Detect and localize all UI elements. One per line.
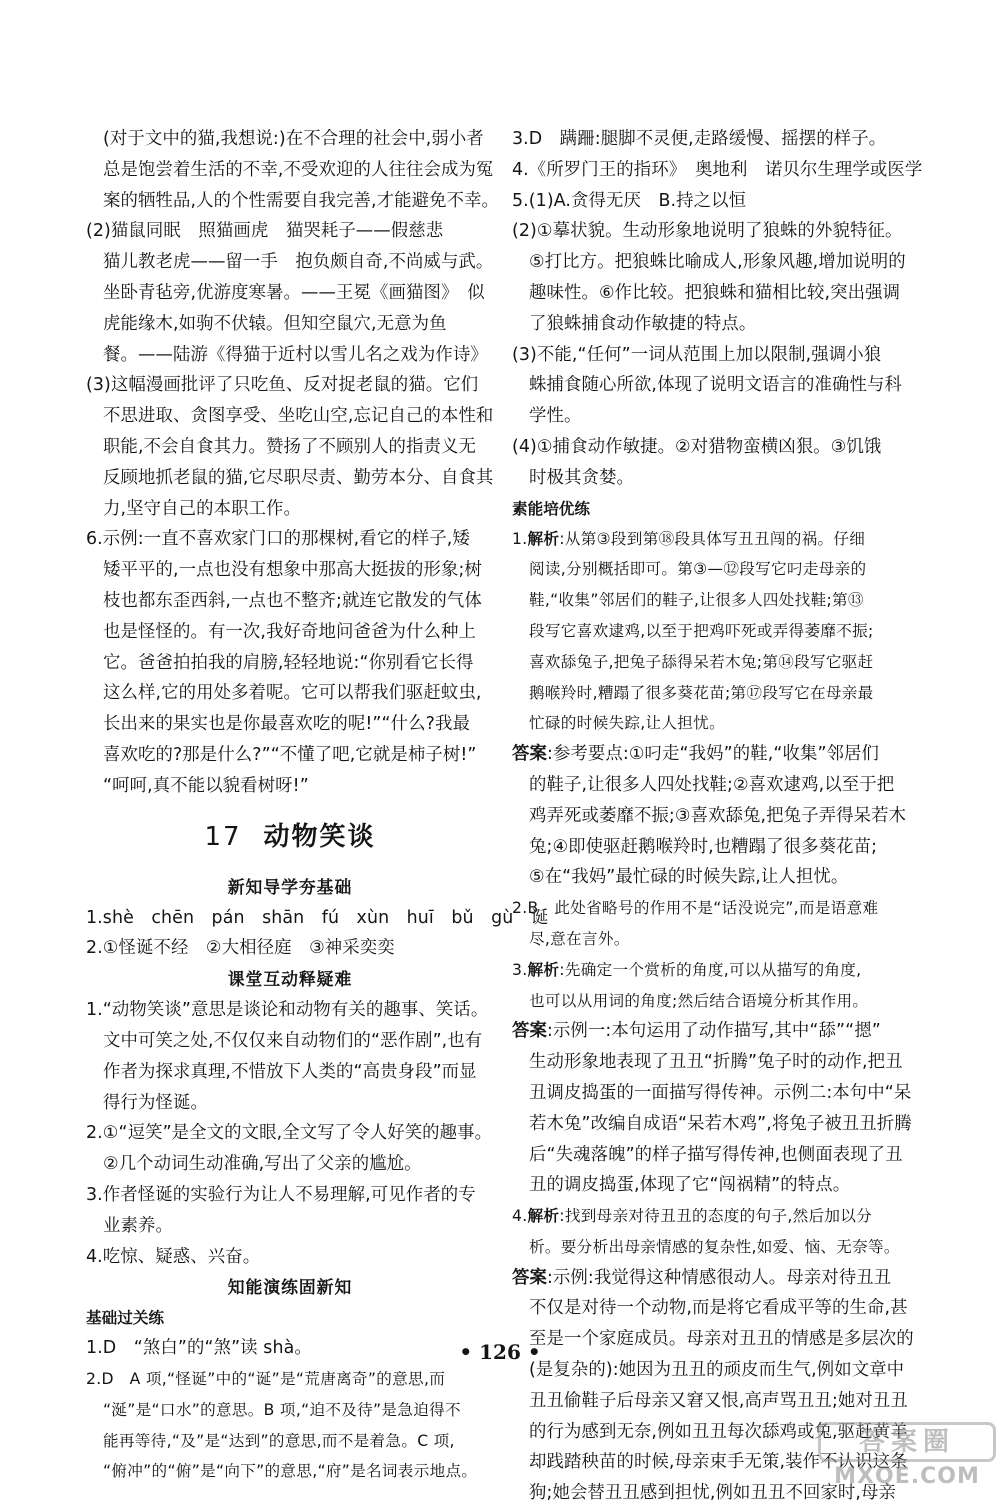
text-line: 1.解析:从第③段到第⑱段具体写丑丑闯的祸。仔细	[512, 529, 866, 548]
text-line: 2.①“逗笑”是全文的文眼,全文写了令人好笑的趣事。	[86, 1123, 493, 1144]
text-line: (2)①摹状貌。生动形象地说明了狼蛛的外貌特征。	[512, 221, 903, 242]
section-heading-1: 新知导学夯基础	[227, 876, 353, 897]
text-line: 丑丑偷鞋子后母亲又窘又恨,高声骂丑丑;她对丑丑	[529, 1390, 908, 1411]
text-line: 蛛捕食随心所欲,体现了说明文语言的准确性与科	[529, 375, 902, 396]
text-line: 5.(1)A.贪得无厌 B.持之以恒	[512, 190, 747, 211]
chapter-heading	[86, 802, 494, 872]
answer-tag: 答案	[512, 1267, 547, 1288]
text-line: 6.示例:一直不喜欢家门口的那棵树,看它的样子,矮	[86, 529, 470, 550]
text-line: 却践踏秧苗的时候,母亲束手无策,装作不认识这条	[529, 1452, 908, 1473]
text-line: 总是饱尝着生活的不幸,不受欢迎的人往往会成为冤	[103, 159, 494, 180]
text-line: 1.shè chēn pán shān fú xùn huī bǔ gù 诞	[86, 907, 549, 928]
text-line: 得行为怪诞。	[103, 1092, 208, 1113]
text-line: 2.D A 项,“怪诞”中的“诞”是“荒唐离奇”的意思,而	[86, 1370, 446, 1389]
text-line: 答案:示例一:本句运用了动作描写,其中“舔”“摁”	[512, 1021, 881, 1042]
text-line: “涎”是“口水”的意思。B 项,“迫不及待”是急迫得不	[103, 1400, 461, 1419]
section-2-block	[86, 995, 494, 1272]
section-heading-3: 知能演练固新知	[227, 1277, 353, 1298]
text-line: (2)猫鼠同眠 照猫画虎 猫哭耗子——假慈悲	[86, 221, 444, 242]
text-line: 喜欢舔兔子,把兔子舔得呆若木兔;第⑭段写它驱赶	[529, 652, 874, 671]
left-top-block	[86, 124, 500, 802]
chapter-title: 动物笑谈	[263, 821, 376, 852]
text-line: 也可以从用词的角度;然后结合语境分析其作用。	[529, 991, 869, 1010]
section-heading-2: 课堂互动释疑难	[227, 969, 353, 990]
text-line: 4.解析:找到母亲对待丑丑的态度的句子,然后加以分	[512, 1207, 873, 1226]
chapter-number: 17	[204, 821, 242, 852]
text-line: 丑调皮捣蛋的一面描写得传神。示例二:本句中“呆	[529, 1082, 912, 1103]
text-line: 职能,不会自食其力。赞扬了不顾别人的指责义无	[103, 436, 476, 457]
text-line: 忙碌的时候失踪,让人担忧。	[529, 714, 725, 733]
text-line: 力,坚守自己的本职工作。	[103, 498, 302, 519]
text-line: 餐。——陆游《得猫于近村以雪儿名之戏为作诗》	[103, 344, 488, 365]
text-line: 长出来的果实也是你最喜欢吃的呢!”“什么?我最	[103, 714, 470, 735]
watermark-text-top: 答案圈	[818, 1422, 996, 1462]
text-line: 至是一个家庭成员。母亲对丑丑的情感是多层次的	[529, 1329, 914, 1350]
subsection-heading-advanced: 素能培优练	[512, 499, 590, 518]
text-line: ⑤在“我妈”最忙碌的时候失踪,让人担忧。	[529, 867, 849, 888]
text-line: 学性。	[529, 406, 582, 427]
answer-tag: 解析	[527, 1207, 560, 1226]
page-number: • 126 •	[459, 1340, 541, 1364]
text-line: 阅读,分别概括即可。第③—⑫段写它叼走母亲的	[529, 560, 867, 579]
text-line: 趣味性。⑥作比较。把狼蛛和猫相比较,突出强调	[529, 282, 901, 303]
text-line: 3.解析:先确定一个赏析的角度,可以从描写的角度,	[512, 960, 862, 979]
text-line: 作者为探求真理,不惜放下人类的“高贵身段”而显	[103, 1061, 477, 1082]
text-line: 3.D 蹒跚:腿脚不灵便,走路缓慢、摇摆的样子。	[512, 129, 887, 149]
text-line: (3)这幅漫画批评了只吃鱼、反对捉老鼠的猫。它们	[86, 375, 479, 396]
text-line: “俯冲”的“俯”是“向下”的意思,“府”是名词表示地点。	[103, 1462, 478, 1481]
text-line: 了狼蛛捕食动作敏捷的特点。	[529, 313, 757, 334]
text-line: 的鞋子,让很多人四处找鞋;②喜欢逮鸡,以至于把	[529, 774, 895, 795]
text-line: “呵呵,真不能以貌看树呀!”	[103, 775, 309, 796]
text-line: (3)不能,“任何”一词从范围上加以限制,强调小狼	[512, 344, 882, 365]
text-line: 兔;④即使驱赶鹅喉羚时,也糟蹋了很多葵花苗;	[529, 836, 878, 857]
text-line: 它。爸爸拍拍我的肩膀,轻轻地说:“你别看它长得	[103, 652, 474, 673]
text-line: 业素养。	[103, 1215, 173, 1236]
text-line: 后“失魂落魄”的样子描写得传神,也侧面表现了丑	[529, 1144, 903, 1165]
text-line: 虎能缘木,如驹不伏辕。但知空鼠穴,无意为鱼	[103, 313, 447, 334]
text-line: 枝也都东歪西斜,一点也不整齐;就连它散发的气体	[103, 590, 482, 611]
text-line: (是复杂的):她因为丑丑的顽皮而生气,例如文章中	[529, 1360, 905, 1381]
text-line: 2.①怪诞不经 ②大相径庭 ③神采奕奕	[86, 938, 395, 959]
text-line: (4)①捕食动作敏捷。②对猎物蛮横凶狠。③饥饿	[512, 436, 882, 457]
text-line: (对于文中的猫,我想说:)在不合理的社会中,弱小者	[103, 129, 484, 149]
text-line: 鹅喉羚时,糟蹋了很多葵花苗;第⑰段写它在母亲最	[529, 683, 874, 702]
answer-tag: 答案	[512, 1021, 547, 1042]
text-line: ②几个动词生动准确,写出了父亲的尴尬。	[103, 1154, 422, 1175]
text-line: 喜欢吃的?那是什么?”“不懂了吧,它就是柿子树!”	[103, 744, 477, 765]
text-line: 答案:示例:我觉得这种情感很动人。母亲对待丑丑	[512, 1267, 892, 1288]
text-line: 反顾地抓老鼠的猫,它尽职尽责、勤劳本分、自食其	[103, 467, 494, 488]
text-line: ⑤打比方。把狼蛛比喻成人,形象风趣,增加说明的	[529, 252, 906, 273]
watermark-text-bottom: MXQE.COM	[834, 1464, 980, 1489]
text-line: 坐卧青毡旁,优游度寒暑。——王冕《画猫图》 似	[103, 282, 485, 303]
text-line: 1.D “煞白”的“煞”读 shà。	[86, 1338, 312, 1359]
text-line: 2.B 此处省略号的作用不是“话没说完”,而是语意难	[512, 899, 879, 918]
text-line: 丑的调皮捣蛋,体现了它“闯祸精”的特点。	[529, 1175, 851, 1196]
text-line: 3.作者怪诞的实验行为让人不易理解,可见作者的专	[86, 1184, 476, 1205]
text-line: 4.吃惊、疑惑、兴奋。	[86, 1246, 261, 1267]
text-line: 生动形象地表现了丑丑“折腾”兔子时的动作,把丑	[529, 1052, 903, 1073]
right-column	[512, 124, 928, 1509]
subsection-heading-basic: 基础过关练	[86, 1309, 164, 1328]
answer-tag: 解析	[527, 960, 560, 979]
text-line: 1.“动物笑谈”意思是谈论和动物有关的趣事、笑话。	[86, 1000, 489, 1021]
text-line: 案的牺牲品,人的个性需要自我完善,才能避免不幸。	[103, 190, 500, 211]
text-line: 的行为感到无奈,例如丑丑每次舔鸡或兔,驱赶黄羊	[529, 1421, 908, 1442]
watermark-logo	[818, 1422, 996, 1492]
text-line: 尽,意在言外。	[529, 929, 630, 948]
section-1-block	[86, 903, 549, 965]
text-line: 答案:参考要点:①叼走“我妈”的鞋,“收集”邻居们	[512, 744, 880, 765]
text-line: 时极其贪婪。	[529, 467, 634, 488]
text-line: 若木兔”改编自成语“呆若木鸡”,将兔子被丑丑折腾	[529, 1113, 912, 1134]
text-line: 鞋,“收集”邻居们的鞋子,让很多人四处找鞋;第⑬	[529, 591, 864, 610]
text-line: 也是怪怪的。有一次,我好奇地问爸爸为什么种上	[103, 621, 476, 642]
text-line: 段写它喜欢逮鸡,以至于把鸡吓死或弄得萎靡不振;	[529, 621, 874, 640]
text-line: 4.《所罗门王的指环》 奥地利 诺贝尔生理学或医学	[512, 159, 923, 180]
text-line: 鸡弄死或萎靡不振;③喜欢舔兔,把兔子弄得呆若木	[529, 805, 907, 826]
answer-tag: 解析	[527, 529, 560, 548]
text-line: 矮平平的,一点也没有想象中那高大挺拔的形象;树	[103, 560, 482, 581]
text-line: 不思进取、贪图享受、坐吃山空,忘记自己的本性和	[103, 406, 494, 427]
text-line: 不仅是对待一个动物,而是将它看成平等的生命,甚	[529, 1298, 908, 1319]
text-line: 析。要分析出母亲情感的复杂性,如爱、恼、无奈等。	[529, 1237, 900, 1256]
text-line: 能再等待,“及”是“达到”的意思,而不是着急。C 项,	[103, 1431, 455, 1450]
answer-tag: 答案	[512, 744, 547, 765]
right-top-block	[512, 124, 928, 494]
text-line: 文中可笑之处,不仅仅来自动物们的“恶作剧”,也有	[103, 1030, 483, 1051]
text-line: 这么样,它的用处多着呢。它可以帮我们驱赶蚊虫,	[103, 683, 482, 704]
text-line: 猫儿教老虎——留一手 抱负颇自奇,不尚威与武。	[103, 252, 494, 273]
text-line: 狗;她会替丑丑感到担忧,例如丑丑不回家时,母亲	[529, 1483, 897, 1504]
